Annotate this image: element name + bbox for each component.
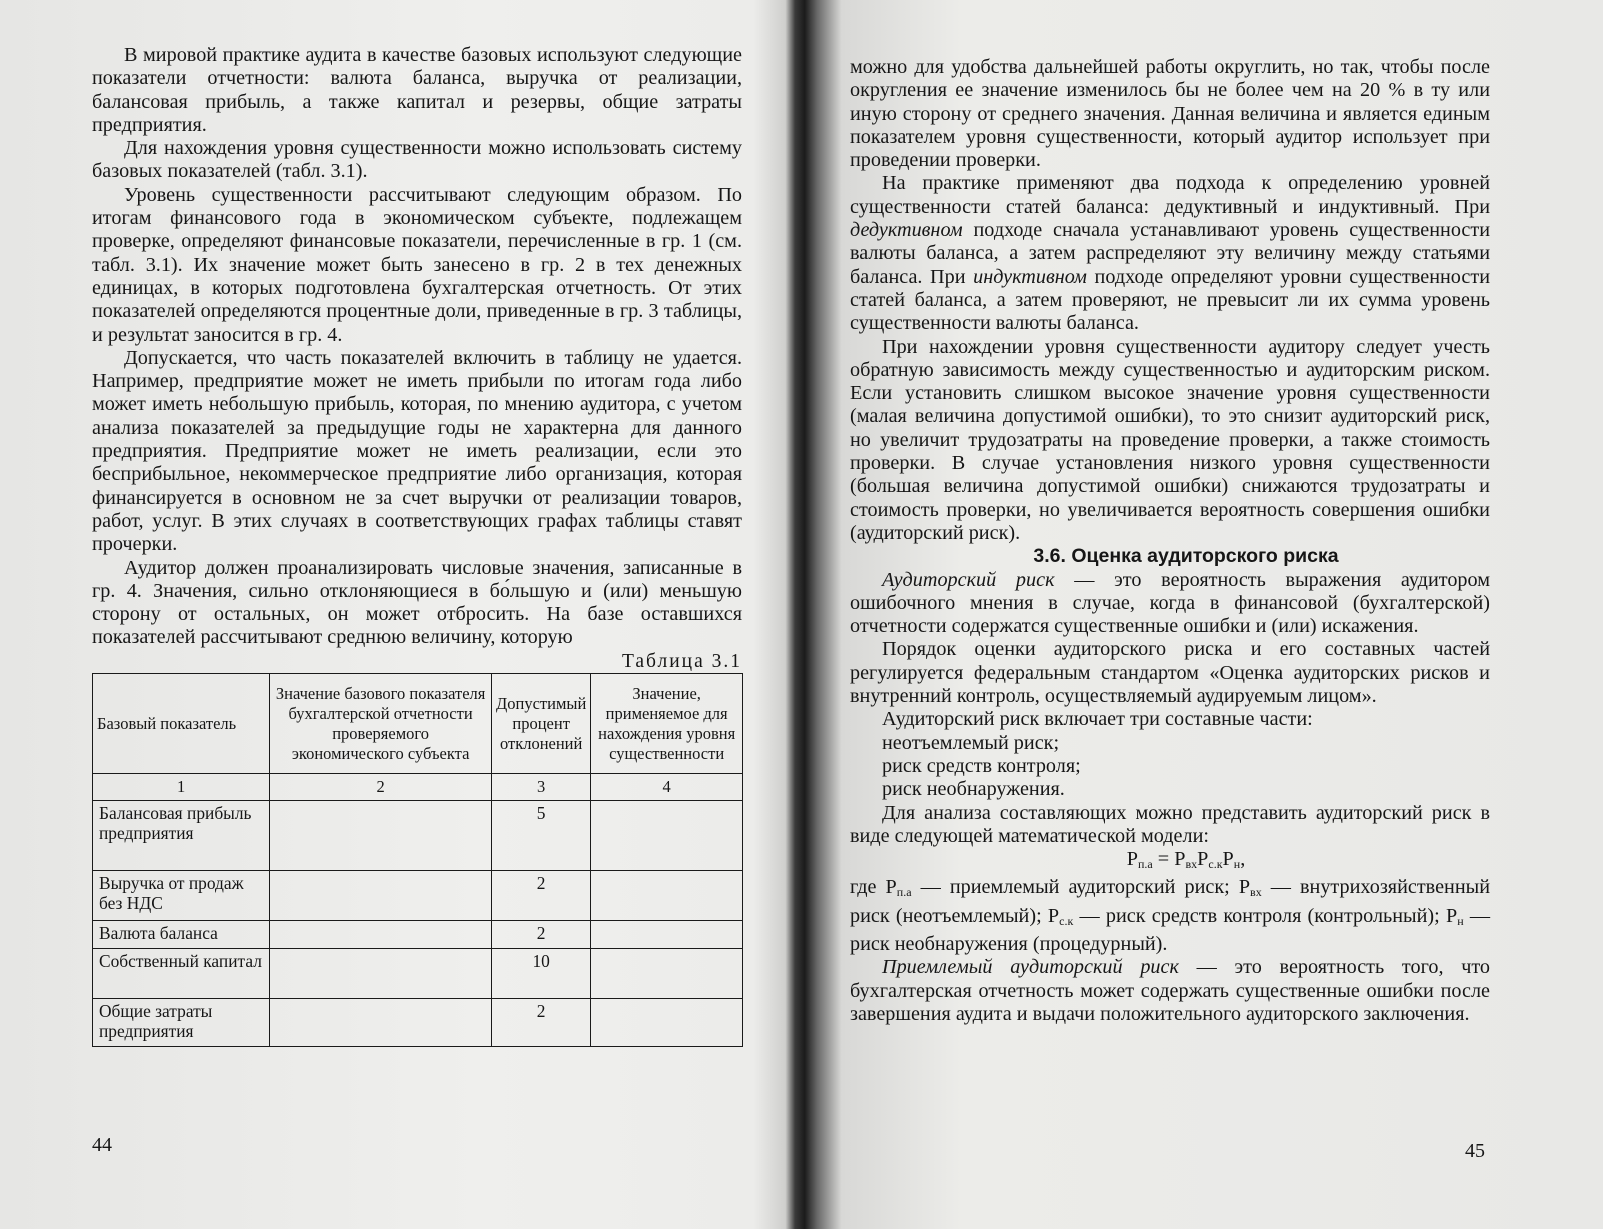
table-3-1: [92, 673, 743, 1047]
percent-cell: 10: [492, 949, 591, 999]
formula-symbol: ,: [1240, 848, 1246, 871]
paragraph: Аудиторский риск включает три составные части:: [882, 708, 1313, 731]
table-header-cell: Значение, применяемое для нахождения уровня существенности: [591, 674, 743, 774]
percent-cell: 5: [492, 801, 591, 871]
applied-cell: [591, 921, 743, 949]
formula-symbol: Р: [1174, 848, 1186, 871]
text-run: — внутрихозяйственный риск (неотъемлемый); Р: [850, 876, 1491, 927]
table-row: [93, 999, 743, 1047]
column-number: 3: [492, 774, 591, 801]
table-header-cell: Значение базового показателя бухгалтерской отчетности проверяемого экономического субъекта: [270, 674, 492, 774]
value-cell: [270, 801, 492, 871]
text-run: подходе сначала устанавливают уровень существенности валюты баланса, а затем распределяют эту величину между статьями баланса. При: [850, 219, 1490, 288]
paragraph: Порядок оценки аудиторского риска и его составных частей регулируется федеральным стандартом «Оценка аудиторских рисков и внутренний контроль, осуществляемый аудируемым лицом».: [850, 638, 1490, 708]
text-run: подходе определяют уровни существенности статей баланса, а затем проверяют, не превысит ли их сумма уровень существенности валюты баланса.: [850, 265, 1490, 335]
right-page-text: [850, 56, 1490, 1026]
applied-cell: [591, 871, 743, 921]
list-item: риск необнаружения.: [882, 778, 1065, 801]
formula-symbol: Р: [1126, 848, 1138, 871]
paragraph: [850, 172, 1490, 335]
applied-cell: [591, 999, 743, 1047]
list-item: неотъемлемый риск;: [882, 731, 1060, 754]
paragraph: При нахождении уровня существенности аудитору следует учесть обратную зависимость между существенностью и аудиторским риском. Если установить слишком высокое значение уровня существенности (малая величина допустимой ошибки), то это снизит аудиторский риск, но увеличит трудозатраты на проведение проверки, а также стоимость проверки. В случае установления низкого уровня существенности (большая величина допустимой ошибки) снижаются трудозатраты и стоимость проверки, но увеличивается вероятность совершения ошибки (аудиторский риск).: [850, 335, 1490, 544]
formula-subscript: вх: [1250, 885, 1262, 900]
italic-term: Аудиторский риск: [882, 568, 1055, 591]
indicator-cell: Общие затраты предприятия: [93, 999, 270, 1047]
table-row: [93, 949, 743, 999]
text-run: — приемлемый аудиторский риск; Р: [911, 876, 1251, 899]
italic-term: дедуктивном: [850, 219, 963, 242]
paragraph: можно для удобства дальнейшей работы округлить, но так, чтобы после округления ее значение изменилось бы не более чем на 20 % в ту или иную сторону от среднего значения. Данная величина и является единым показателем уровня существенности, который аудитор использует при проведении проверки.: [850, 56, 1490, 172]
value-cell: [270, 999, 492, 1047]
value-cell: [270, 871, 492, 921]
left-page: [0, 0, 800, 1229]
table-row: [93, 801, 743, 871]
section-heading: 3.6. Оценка аудиторского риска: [1033, 545, 1339, 568]
value-cell: [270, 949, 492, 999]
formula-symbol: =: [1152, 848, 1175, 871]
paragraph: Допускается, что часть показателей включить в таблицу не удается. Например, предприятие может не иметь прибыли по итогам года либо может иметь небольшую прибыль, которая, по мнению аудитора, с учетом анализа показателей за предыдущие годы не характерна для данного предприятия. Предприятие может не иметь реализации, если это бесприбыльное, некоммерческое предприятие либо организация, которая финансируется в основном не за счет выручки от реализации товаров, работ, услуг. В этих случаях в соответствующих графах таблицы ставят прочерки.: [92, 346, 742, 556]
left-page-text: [92, 44, 742, 1047]
table-row: [93, 921, 743, 949]
text-run: — риск необнаружения (процедурный).: [850, 904, 1491, 955]
applied-cell: [591, 949, 743, 999]
applied-cell: [591, 801, 743, 871]
indicator-cell: Выручка от продаж без НДС: [93, 871, 270, 921]
formula-subscript: п.а: [1138, 857, 1153, 872]
right-page: [820, 0, 1603, 1229]
formula-subscript: н: [1233, 857, 1241, 872]
paragraph: Аудитор должен проанализировать числовые значения, записанные в гр. 4. Значения, сильно отклоняющиеся в бо́льшую и (или) меньшую сторону от остальных, он может отбросить. На базе оставшихся показателей рассчитывают среднюю величину, которую: [92, 556, 742, 649]
risk-formula: [850, 848, 1490, 876]
list-item: риск средств контроля;: [882, 754, 1081, 777]
paragraph: Для анализа составляющих можно представить аудиторский риск в виде следующей математической модели:: [850, 801, 1490, 847]
formula-subscript: н: [1457, 913, 1464, 928]
italic-term: индуктивном: [973, 265, 1087, 288]
paragraph: Уровень существенности рассчитывают следующим образом. По итогам финансового года в экономическом субъекте, подлежащем проверке, определяют финансовые показатели, перечисленные в гр. 1 (см. табл. 3.1). Их значение может быть занесено в гр. 2 в тех денежных единицах, в которых подготовлена бухгалтерская отчетность. От этих показателей определяются процентные доли, приведенные в гр. 3 таблицы, и результат заносится в гр. 4.: [92, 183, 742, 346]
column-number: 4: [591, 774, 743, 801]
text-run: На практике применяют два подхода к определению уровней существенности статей баланса: дедуктивный и индуктивный. При: [850, 172, 1490, 218]
column-number: 2: [270, 774, 492, 801]
text-run: — это вероятность того, что бухгалтерская отчетность может содержать существенные ошибки после завершения аудита и выдачи положительного аудиторского заключения.: [850, 956, 1490, 1025]
paragraph: [850, 956, 1490, 1026]
formula-subscript: с.к: [1208, 857, 1223, 872]
paragraph: [850, 569, 1490, 639]
text-run: — риск средств контроля (контрольный); Р: [1073, 904, 1458, 927]
formula-subscript: вх: [1185, 857, 1198, 872]
table-caption: Таблица 3.1: [621, 650, 742, 672]
indicator-cell: Собственный капитал: [93, 949, 270, 999]
paragraph: Для нахождения уровня существенности можно использовать систему базовых показателей (табл. 3.1).: [92, 137, 742, 183]
table-header-cell: Допустимый процент отклонений: [492, 674, 591, 774]
indicator-cell: Балансовая прибыль предприятия: [93, 801, 270, 871]
column-number: 1: [93, 774, 270, 801]
page-number: 44: [92, 1134, 112, 1156]
paragraph: В мировой практике аудита в качестве базовых используют следующие показатели отчетности: валюта баланса, выручка от реализации, балансовая прибыль, а также капитал и резервы, общие затраты предприятия.: [92, 44, 742, 136]
formula-legend: [850, 876, 1490, 956]
table-header-cell: Базовый показатель: [93, 674, 270, 774]
percent-cell: 2: [492, 871, 591, 921]
table-row: [93, 871, 743, 921]
value-cell: [270, 921, 492, 949]
italic-term: Приемлемый аудиторский риск: [882, 956, 1179, 979]
indicator-cell: Валюта баланса: [93, 921, 270, 949]
text-run: где Р: [850, 876, 897, 899]
formula-symbol: Р: [1222, 848, 1234, 871]
text-run: — это вероятность выражения аудитором ошибочного мнения в случае, когда в финансовой (бухгалтерской) отчетности содержатся существенные ошибки и (или) искажения.: [850, 568, 1490, 638]
formula-subscript: с.к: [1059, 913, 1074, 928]
percent-cell: 2: [492, 999, 591, 1047]
page-number: 45: [1465, 1140, 1485, 1162]
formula-symbol: Р: [1197, 848, 1209, 871]
formula-subscript: п.а: [896, 885, 912, 900]
percent-cell: 2: [492, 921, 591, 949]
